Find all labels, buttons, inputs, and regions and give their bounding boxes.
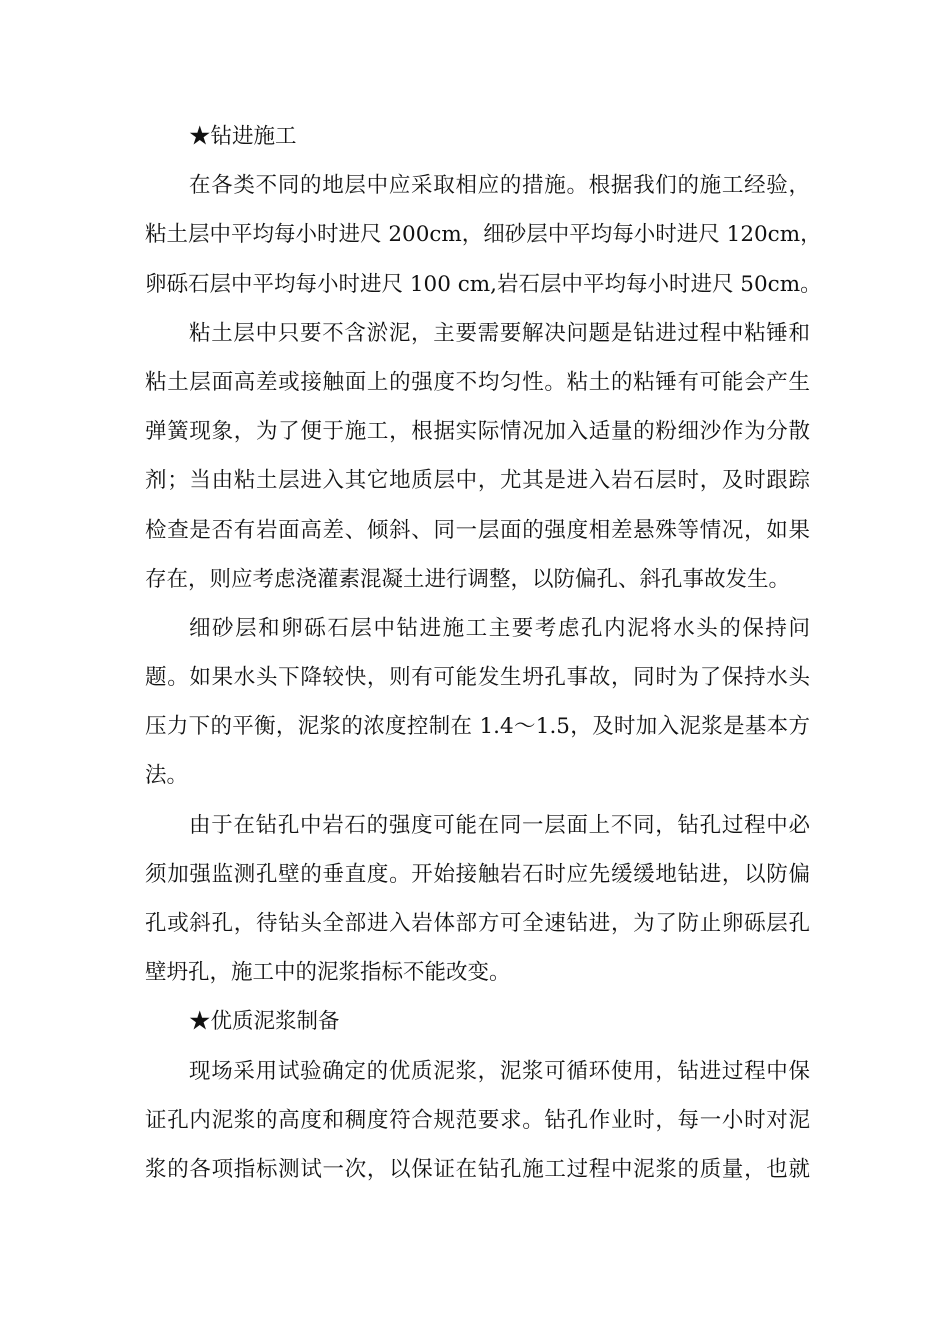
paragraph-line: 粘土层面高差或接触面上的强度不均匀性。粘土的粘锤有可能会产生 — [145, 369, 810, 395]
paragraph-line: 剂；当由粘土层进入其它地质层中，尤其是进入岩石层时，及时跟踪 — [145, 468, 810, 494]
paragraph-line: 须加强监测孔壁的垂直度。开始接触岩石时应先缓缓地钻进，以防偏 — [145, 861, 810, 887]
paragraph-line: 法。 — [145, 763, 189, 789]
paragraph-line: 证孔内泥浆的高度和稠度符合规范要求。钻孔作业时，每一小时对泥 — [145, 1107, 810, 1133]
document-page — [145, 112, 822, 1194]
paragraph-line: 压力下的平衡，泥浆的浓度控制在 1.4～1.5，及时加入泥浆是基本方 — [145, 714, 810, 740]
paragraph-line: 粘土层中平均每小时进尺 200cm，细砂层中平均每小时进尺 120cm， — [145, 222, 822, 248]
paragraph-line: 检查是否有岩面高差、倾斜、同一层面的强度相差悬殊等情况，如果 — [145, 517, 810, 543]
paragraph-line: 题。如果水头下降较快，则有可能发生坍孔事故，同时为了保持水头 — [145, 665, 810, 691]
paragraph-line: 弹簧现象，为了便于施工，根据实际情况加入适量的粉细沙作为分散 — [145, 419, 810, 445]
paragraph-line: 浆的各项指标测试一次，以保证在钻孔施工过程中泥浆的质量，也就 — [145, 1156, 810, 1182]
section-heading-mud-preparation: ★优质泥浆制备 — [189, 1009, 340, 1035]
section-heading-drilling: ★钻进施工 — [189, 124, 297, 149]
paragraph-line: 壁坍孔，施工中的泥浆指标不能改变。 — [145, 960, 511, 986]
paragraph-line: 由于在钻孔中岩石的强度可能在同一层面上不同，钻孔过程中必 — [189, 812, 810, 838]
paragraph-line: 卵砾石层中平均每小时进尺 100 cm,岩石层中平均每小时进尺 50cm。 — [145, 271, 822, 297]
paragraph-line: 粘土层中只要不含淤泥，主要需要解决问题是钻进过程中粘锤和 — [189, 320, 810, 346]
paragraph-line: 细砂层和卵砾石层中钻进施工主要考虑孔内泥将水头的保持问 — [189, 615, 810, 641]
paragraph-line: 存在，则应考虑浇灌素混凝土进行调整，以防偏孔、斜孔事故发生。 — [145, 566, 791, 592]
paragraph-line: 现场采用试验确定的优质泥浆，泥浆可循环使用，钻进过程中保 — [189, 1058, 810, 1084]
paragraph-line: 孔或斜孔，待钻头全部进入岩体部方可全速钻进，为了防止卵砾层孔 — [145, 911, 810, 936]
paragraph-line: 在各类不同的地层中应采取相应的措施。根据我们的施工经验， — [189, 173, 810, 199]
